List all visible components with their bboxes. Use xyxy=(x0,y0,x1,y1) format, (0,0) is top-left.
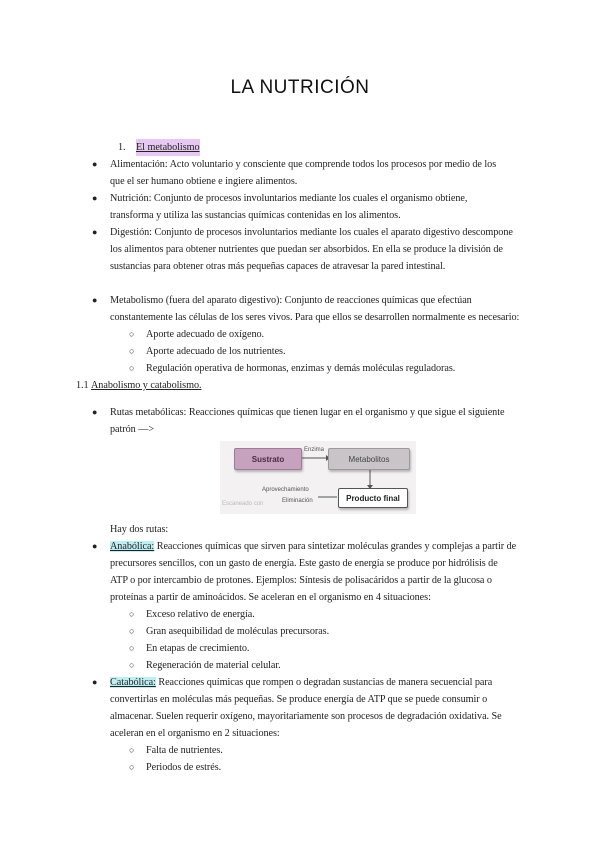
diagram-aprovechamiento-label: Aprovechamiento xyxy=(262,487,309,493)
diagram-metabolitos-box: Metabolitos xyxy=(328,448,410,470)
circle-bullet-icon: ○ xyxy=(129,643,135,653)
page-title: LA NUTRICIÓN xyxy=(230,77,370,98)
circle-bullet-icon: ○ xyxy=(129,346,135,356)
diagram-enzima-label: Enzima xyxy=(304,447,325,453)
subsection-heading: Anabolismo y catabolismo. xyxy=(91,380,202,391)
circle-bullet-icon: ○ xyxy=(129,762,135,772)
bullet-icon: ● xyxy=(92,677,98,687)
diagram-eliminacion-label: Eliminación xyxy=(282,498,313,504)
bullet-icon: ● xyxy=(92,295,98,305)
item-digestion-line: Digestión: Conjunto de procesos involuntarios mediante los cuales el aparato digestivo descompone xyxy=(110,227,513,238)
bullet-icon: ● xyxy=(92,159,98,169)
item-metabolismo-line: constantemente las células de los seres vivos. Para que ellos se desarrollen normalmente es necesario: xyxy=(110,312,520,323)
circle-bullet-icon: ○ xyxy=(129,745,135,755)
circle-bullet-icon: ○ xyxy=(129,363,135,373)
item-nutricion-line: Nutrición: Conjunto de procesos involuntarios mediante los cuales el organismo obtiene, xyxy=(110,193,468,204)
anabolica-line: proteínas a partir de aminoácidos. Se aceleran en el organismo en 4 situaciones: xyxy=(110,592,431,603)
metabolic-pathway-diagram xyxy=(220,441,416,514)
circle-bullet-icon: ○ xyxy=(129,660,135,670)
catabolica-line: aceleran en el organismo en 2 situaciones: xyxy=(110,728,280,739)
subitem: Aporte adecuado de oxígeno. xyxy=(146,329,265,340)
item-metabolismo-line: Metabolismo (fuera del aparato digestivo): Conjunto de reacciones químicas que efectúan xyxy=(110,295,472,306)
anabolica-first-line: Anabólica: Reacciones químicas que sirven para sintetizar moléculas grandes y complejas a partir de xyxy=(110,541,517,552)
scanner-watermark: Escaneado con xyxy=(222,501,264,507)
bullet-icon: ● xyxy=(92,541,98,551)
item-digestion-line: los alimentos para obtener nutrientes que puedan ser absorbidos. En ella se produce la división de xyxy=(110,244,503,255)
subitem: Regulación operativa de hormonas, enzimas y demás moléculas reguladoras. xyxy=(146,363,456,374)
diagram-producto-box: Producto final xyxy=(338,488,408,508)
rutas-line: Rutas metabólicas: Reacciones químicas que tienen lugar en el organismo y que sigue el siguiente xyxy=(110,407,505,418)
anabolica-line: ATP o por intercambio de protones. Ejemplos: Síntesis de polisacáridos a partir de la glucosa o xyxy=(110,575,492,586)
diagram-sustrato-box: Sustrato xyxy=(234,448,302,470)
anabolica-line: precursores sencillos, con un gasto de energía. Este gasto de energía se produce por hidrólisis de xyxy=(110,558,498,569)
rutas-line: patrón —> xyxy=(110,424,155,435)
subsection-number: 1.1 xyxy=(76,380,89,391)
item-alimentacion-line: Alimentación: Acto voluntario y consciente que comprende todos los procesos por medio de los xyxy=(110,159,497,170)
section-number: 1. xyxy=(118,142,126,153)
bullet-icon: ● xyxy=(92,407,98,417)
anabolica-term: Anabólica: xyxy=(110,541,155,552)
subitem: Aporte adecuado de los nutrientes. xyxy=(146,346,286,357)
bullet-icon: ● xyxy=(92,227,98,237)
subitem: Exceso relativo de energía. xyxy=(146,609,255,620)
section-heading-metabolismo: El metabolismo xyxy=(136,139,200,156)
subitem: Gran asequibilidad de moléculas precursoras. xyxy=(146,626,330,637)
hay-dos-rutas: Hay dos rutas: xyxy=(110,524,169,535)
subitem: Regeneración de material celular. xyxy=(146,660,281,671)
subitem: En etapas de crecimiento. xyxy=(146,643,250,654)
subitem: Falta de nutrientes. xyxy=(146,745,223,756)
item-nutricion-line: transforma y utiliza las sustancias químicas contenidas en los alimentos. xyxy=(110,210,401,221)
catabolica-line: almacenar. Suelen requerir oxígeno, mayoritariamente son procesos de degradación oxidativa. Se xyxy=(110,711,502,722)
circle-bullet-icon: ○ xyxy=(129,329,135,339)
item-digestion-line: sustancias para obtener otras más pequeñas capaces de atravesar la pared intestinal. xyxy=(110,261,446,272)
catabolica-line: convertirlas en moléculas más pequeñas. Se produce energía de ATP que se puede consumir o xyxy=(110,694,488,705)
catabolica-first-line: Catabólica: Reacciones químicas que rompen o degradan sustancias de manera secuencial para xyxy=(110,677,493,688)
catabolica-term: Catabólica: xyxy=(110,677,156,688)
item-alimentacion-line: que el ser humano obtiene e ingiere alimentos. xyxy=(110,176,298,187)
subitem: Periodos de estrés. xyxy=(146,762,222,773)
circle-bullet-icon: ○ xyxy=(129,609,135,619)
circle-bullet-icon: ○ xyxy=(129,626,135,636)
bullet-icon: ● xyxy=(92,193,98,203)
